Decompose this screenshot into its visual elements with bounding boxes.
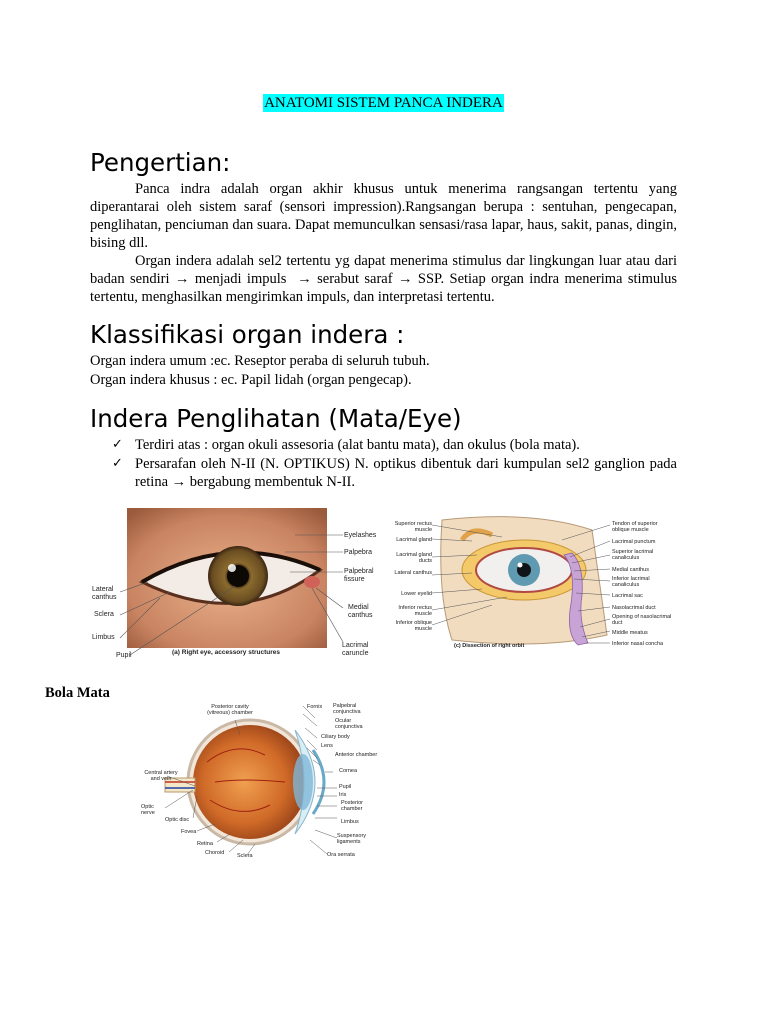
label-eyelashes: Eyelashes <box>344 532 377 539</box>
label-ora-serrata: Ora serrata <box>327 852 355 858</box>
checkmark-icon: ✓ <box>112 437 123 452</box>
label-iris: Iris <box>339 792 347 798</box>
label-ocular-conjunctiva: Ocular conjunctiva <box>335 718 363 730</box>
heading-penglihatan: Indera Penglihatan (Mata/Eye) <box>90 404 462 433</box>
label-anterior-chamber: Anterior chamber <box>335 752 378 758</box>
label-palpebra: Palpebra <box>344 549 373 556</box>
label-middle-meatus: Middle meatus <box>612 630 648 636</box>
label-lacrimal-punctum: Lacrimal punctum <box>612 539 656 545</box>
label-opening-nasolacrimal-duct: Opening of nasolacrimal duct <box>612 614 672 626</box>
arrow-icon: → <box>297 271 312 287</box>
klassifikasi-line-2: Organ indera khusus : ec. Papil lidah (organ pengecap). <box>90 372 412 388</box>
label-lateral-canthus-orbit: Lateral canthus <box>394 570 432 576</box>
label-lower-eyelid: Lower eyelid <box>401 591 432 597</box>
list-item: ✓ Terdiri atas : organ okuli assesoria (alat bantu mata), dan okulus (bola mata). <box>112 437 580 453</box>
paragraph-pengertian-2: Organ indera adalah sel2 tertentu yg dapat menerima stimulus dar lingkungan luar atau dari badan sendiri → menjadi impuls → serabut saraf → SSP. Setiap organ indra menerima stimulus tertentu, menghasilkan mengirimkan impuls, dan interpretasi tertentu. <box>90 253 678 305</box>
figure-orbit-dissection <box>392 515 677 655</box>
label-sclera-eyeball: Sclera <box>237 853 253 859</box>
label-medial-canthus-orbit: Medial canthus <box>612 567 649 573</box>
label-limbus: Limbus <box>92 634 115 641</box>
arrow-icon: → <box>174 271 190 287</box>
label-optic-nerve: Optic nerve <box>141 804 155 816</box>
penglihatan-bullet-list <box>90 436 677 492</box>
label-cornea: Cornea <box>339 768 358 774</box>
heading-pengertian: Pengertian: <box>90 148 231 177</box>
figure-eye-accessory <box>90 500 390 665</box>
label-optic-disc: Optic disc <box>165 817 190 823</box>
figure-eyeball-section <box>135 700 380 860</box>
label-pupil: Pupil <box>116 652 132 659</box>
label-central-artery: Central artery and vein <box>144 770 178 782</box>
label-sclera: Sclera <box>94 611 114 618</box>
label-palpebral-fissure: Palpebral fissure <box>344 568 374 583</box>
checkmark-icon: ✓ <box>112 456 123 471</box>
label-limbus-eyeball: Limbus <box>341 819 359 825</box>
label-lens: Lens <box>321 743 333 749</box>
label-suspensory-ligaments: Suspensory ligaments <box>337 833 367 845</box>
label-inferior-rectus: Inferior rectus muscle <box>398 605 432 617</box>
label-fornix: Fornix <box>307 704 323 710</box>
label-posterior-chamber: Posterior chamber <box>341 800 364 812</box>
label-posterior-cavity: Posterior cavity (vitreous) chamber <box>207 704 253 716</box>
label-lacrimal-gland: Lacrimal gland <box>396 537 432 543</box>
label-inferior-nasal-concha: Inferior nasal concha <box>612 641 664 647</box>
label-medial-canthus: Medial canthus <box>348 604 373 619</box>
label-ciliary-body: Ciliary body <box>321 734 350 740</box>
label-lateral-canthus: Lateral canthus <box>92 586 117 601</box>
label-superior-rectus: Superior rectus muscle <box>394 521 432 533</box>
title-wrapper <box>90 94 677 112</box>
bola-mata-title: Bola Mata <box>45 685 110 701</box>
label-inferior-oblique: Inferior oblique muscle <box>395 620 432 632</box>
label-palpebral-conjunctiva: Palpebral conjunctiva <box>333 703 361 715</box>
arrow-icon: → <box>171 474 187 490</box>
label-tendon-superior-oblique: Tendon of superior oblique muscle <box>612 521 658 533</box>
heading-klassifikasi: Klassifikasi organ indera : <box>90 320 405 349</box>
paragraph-pengertian-1: Panca indra adalah organ akhir khusus untuk menerima rangsangan tertentu yang diperantarai oleh sistem saraf (sensori impression).Rangsangan berupa : sentuhan, pengecapan, penglihatan, penciuman dan suara. Dapat memunculkan sensasi/rasa lapar, haus, sakit, panas, dingin, bising dll. <box>90 181 677 251</box>
label-lacrimal-sac: Lacrimal sac <box>612 593 643 599</box>
list-item: ✓ Persarafan oleh N-II (N. OPTIKUS) N. optikus dibentuk dari kumpulan sel2 ganglion pada retina → bergabung membentuk N-II. <box>112 456 677 490</box>
document-title: ANATOMI SISTEM PANCA INDERA <box>264 95 503 111</box>
figure2-caption: (c) Dissection of right orbit <box>454 643 525 649</box>
arrow-icon: → <box>397 271 413 287</box>
label-lacrimal-caruncle: Lacrimal caruncle <box>342 642 369 657</box>
label-pupil-eyeball: Pupil <box>339 784 352 790</box>
label-inferior-lacrimal-canaliculus: Inferior lacrimal canaliculus <box>612 576 650 588</box>
label-superior-lacrimal-canaliculus: Superior lacrimal canaliculus <box>612 549 654 561</box>
label-retina: Retina <box>197 841 213 847</box>
label-fovea: Fovea <box>181 829 197 835</box>
figure1-caption: (a) Right eye, accessory structures <box>172 649 281 656</box>
label-choroid: Choroid <box>205 850 225 856</box>
label-nasolacrimal-duct: Nasolacrimal duct <box>612 605 656 611</box>
klassifikasi-line-1: Organ indera umum :ec. Reseptor peraba di seluruh tubuh. <box>90 353 430 369</box>
label-lacrimal-gland-ducts: Lacrimal gland ducts <box>396 552 432 564</box>
